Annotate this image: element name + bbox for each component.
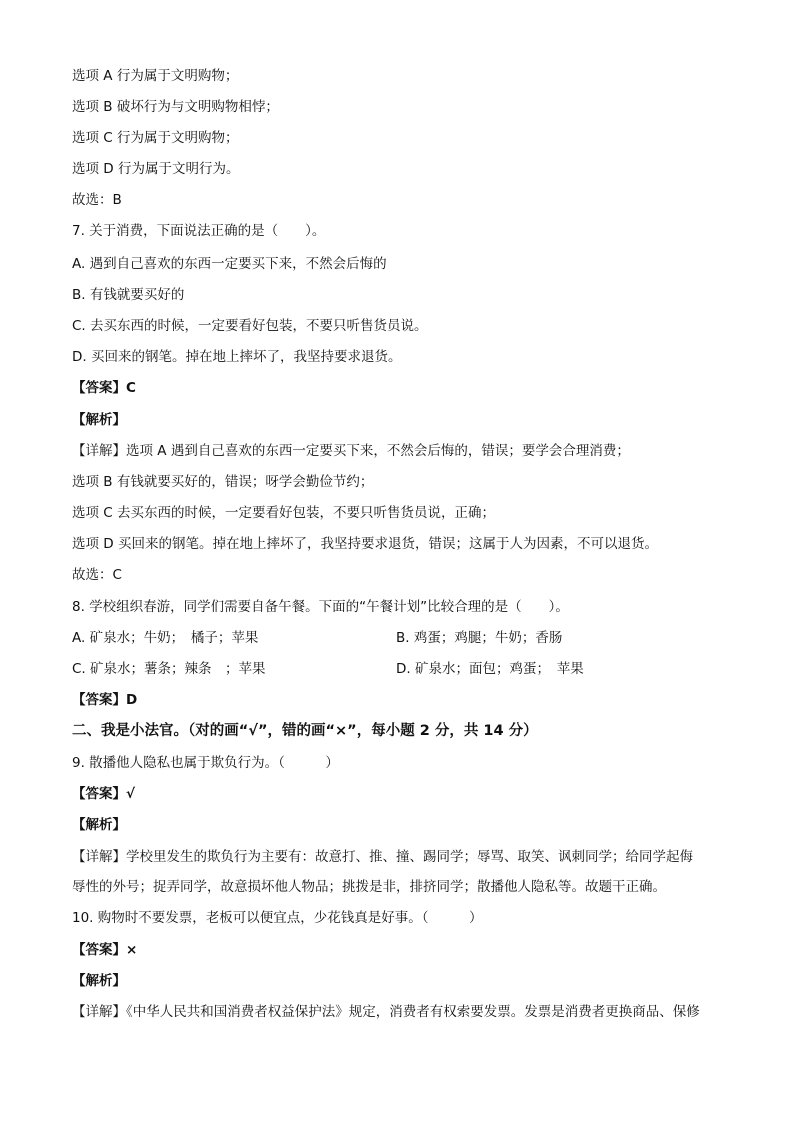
question-10: 10. 购物时不要发票，老板可以便宜点，少花钱真是好事。（ ） (72, 910, 483, 926)
q8-option-b: B. 鸡蛋；鸡腿；牛奶；香肠 (396, 630, 563, 646)
question-9: 9. 散播他人隐私也属于欺负行为。（ ） (72, 755, 339, 771)
q9-answer: 【答案】√ (72, 786, 136, 802)
q7-analysis-heading: 【解析】 (72, 412, 126, 428)
q7-option-c: C. 去买东西的时候，一定要看好包装，不要只听售货员说。 (72, 318, 428, 334)
section-heading-judge: 二、我是小法官。（对的画“√”，错的画“×”，每小题 2 分，共 14 分） (72, 723, 538, 739)
question-7: 7. 关于消费，下面说法正确的是（ ）。 (72, 223, 326, 239)
q7-option-d: D. 买回来的钢笔。掉在地上摔坏了，我坚持要求退货。 (72, 349, 402, 365)
q10-detail-line-1: 【详解】《中华人民共和国消费者权益保护法》规定，消费者有权索要发票。发票是消费者更换商品、保修 (72, 1004, 700, 1020)
choice-result: 故选：B (72, 192, 122, 208)
q10-answer: 【答案】× (72, 942, 138, 958)
q10-analysis-heading: 【解析】 (72, 973, 126, 989)
q7-detail-a: 【详解】选项 A 遇到自己喜欢的东西一定要买下来，不然会后悔的，错误；要学会合理消费； (72, 443, 630, 459)
option-a-explanation: 选项 A 行为属于文明购物； (72, 68, 239, 84)
option-d-explanation: 选项 D 行为属于文明行为。 (72, 161, 240, 177)
q7-detail-b: 选项 B 有钱就要买好的，错误；呀学会勤俭节约； (72, 474, 374, 490)
q8-option-d: D. 矿泉水；面包；鸡蛋； 苹果 (396, 661, 584, 677)
q7-answer: 【答案】C (72, 380, 136, 396)
option-b-explanation: 选项 B 破坏行为与文明购物相悖； (72, 99, 279, 115)
q7-option-b: B. 有钱就要买好的 (72, 287, 185, 303)
q8-answer: 【答案】D (72, 692, 138, 708)
q8-option-c: C. 矿泉水；薯条；辣条 ；苹果 (72, 661, 266, 677)
q9-detail-line-2: 辱性的外号；捉弄同学，故意损坏他人物品；挑拨是非，排挤同学；散播他人隐私等。故题干正确。 (72, 879, 666, 895)
q7-detail-c: 选项 C 去买东西的时候，一定要看好包装，不要只听售货员说，正确； (72, 505, 496, 521)
q7-choice-result: 故选：C (72, 567, 122, 583)
q7-option-a: A. 遇到自己喜欢的东西一定要买下来，不然会后悔的 (72, 256, 387, 272)
option-c-explanation: 选项 C 行为属于文明购物； (72, 130, 239, 146)
q9-analysis-heading: 【解析】 (72, 817, 126, 833)
question-8: 8. 学校组织春游，同学们需要自备午餐。下面的“午餐计划”比较合理的是（ ）。 (72, 599, 569, 615)
q8-option-a: A. 矿泉水；牛奶； 橘子；苹果 (72, 630, 259, 646)
q7-detail-d: 选项 D 买回来的钢笔。掉在地上摔坏了，我坚持要求退货，错误；这属于人为因素，不可以退货。 (72, 536, 658, 552)
q9-detail-line-1: 【详解】学校里发生的欺负行为主要有：故意打、推、撞、踢同学；辱骂、取笑、讽刺同学；给同学起侮 (72, 849, 693, 865)
